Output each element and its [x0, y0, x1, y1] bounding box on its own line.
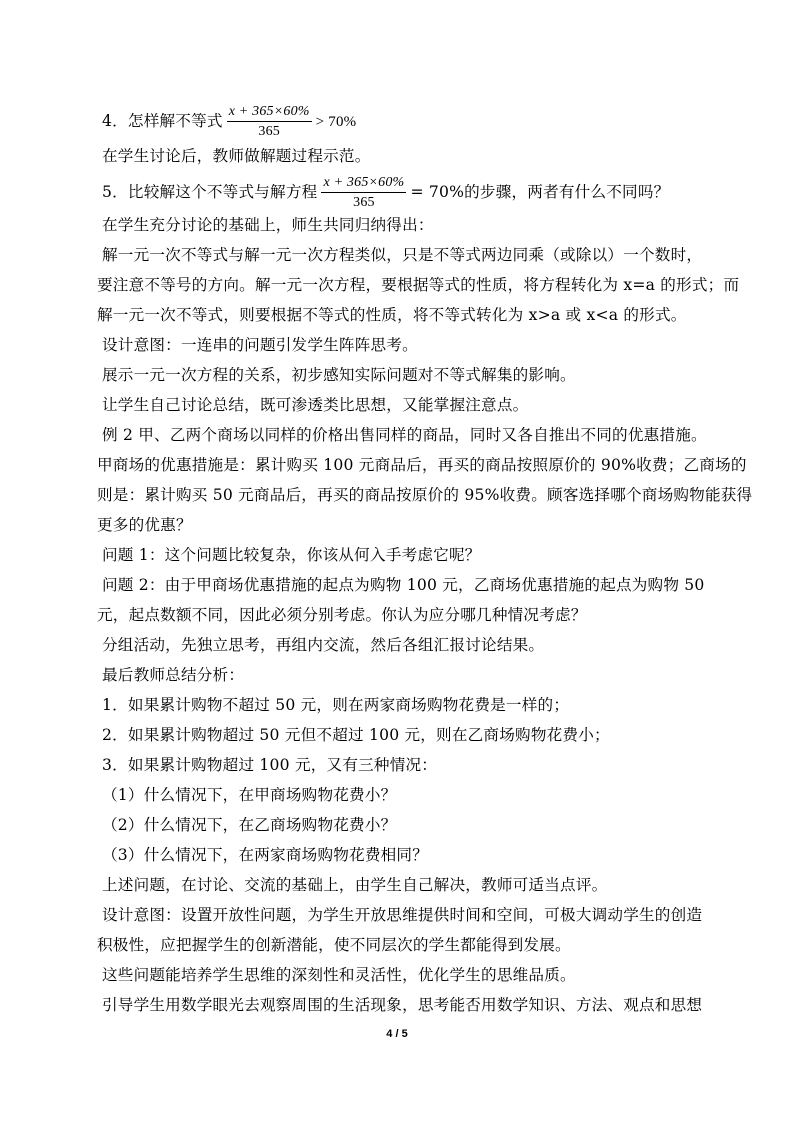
question-5-tail: = 70%的步骤，两者有什么不同吗？ [410, 183, 670, 201]
list-item: 1．如果累计购物不超过 50 元，则在两家商场购物花费是一样的； [102, 696, 570, 714]
list-item: 2．如果累计购物超过 50 元但不超过 100 元，则在乙商场购物花费小； [102, 726, 610, 744]
paragraph: 解一元一次不等式与解一元一次方程类似，只是不等式两边同乘（或除以）一个数时， [102, 246, 703, 264]
question-2: 问题 2：由于甲商场优惠措施的起点为购物 100 元，乙商场优惠措施的起点为购物 50 [102, 576, 705, 594]
paragraph: 则是：累计购买 50 元商品后，再买的商品按原价的 95%收费。顾客选择哪个商场购物能获得 [97, 486, 753, 504]
question-5 [102, 175, 669, 211]
question-4-text: 4．怎样解不等式 [102, 112, 223, 130]
example-2: 例 2 甲、乙两个商场以同样的价格出售同样的商品，同时又各自推出不同的优惠措施。 [102, 426, 707, 444]
paragraph: 在学生讨论后，教师做解题过程示范。 [102, 147, 371, 165]
paragraph: 让学生自己讨论总结，既可渗透类比思想，又能掌握注意点。 [102, 396, 529, 414]
sub-list-item: （2）什么情况下，在乙商场购物花费小？ [102, 816, 397, 834]
inequality-fraction [227, 104, 312, 140]
paragraph: 引导学生用数学眼光去观察周围的生活现象，思考能否用数学知识、方法、观点和思想 [102, 996, 703, 1014]
paragraph: 元，起点数额不同，因此必须分别考虑。你认为应分哪几种情况考虑？ [97, 606, 587, 624]
sub-list-item: （1）什么情况下，在甲商场购物花费小？ [102, 786, 397, 804]
fraction-numerator: x + 365×60% [321, 175, 406, 193]
fraction-numerator: x + 365×60% [227, 104, 312, 122]
paragraph: 最后教师总结分析： [102, 666, 245, 684]
paragraph: 积极性，应把握学生的创新潜能，使不同层次的学生都能得到发展。 [97, 936, 571, 954]
question-4 [102, 104, 356, 140]
paragraph: 要注意不等号的方向。解一元一次方程，要根据等式的性质，将方程转化为 x=a 的形式；而 [97, 276, 740, 294]
question-5-text: 5．比较解这个不等式与解方程 [102, 183, 318, 201]
paragraph: 解一元一次不等式，则要根据不等式的性质，将不等式转化为 x>a 或 x<a 的形式。 [97, 306, 687, 324]
equation-fraction [321, 175, 406, 211]
paragraph: 这些问题能培养学生思维的深刻性和灵活性，优化学生的思维品质。 [102, 966, 576, 984]
design-intent: 设计意图：设置开放性问题，为学生开放思维提供时间和空间，可极大调动学生的创造 [102, 906, 703, 924]
paragraph: 展示一元一次方程的关系，初步感知实际问题对不等式解集的影响。 [102, 366, 576, 384]
inequality-rhs: > 70% [315, 114, 357, 130]
list-item: 3．如果累计购物超过 100 元，又有三种情况： [102, 756, 438, 774]
page-number: 4 / 5 [386, 1028, 408, 1040]
paragraph: 甲商场的优惠措施是：累计购买 100 元商品后，再买的商品按照原价的 90%收费；乙商场的 [97, 456, 747, 474]
paragraph: 更多的优惠？ [97, 516, 192, 534]
design-intent: 设计意图：一连串的问题引发学生阵阵思考。 [102, 336, 418, 354]
paragraph: 在学生充分讨论的基础上，师生共同归纳得出： [102, 216, 434, 234]
sub-list-item: （3）什么情况下，在两家商场购物花费相同？ [102, 846, 428, 864]
paragraph: 上述问题，在讨论、交流的基础上，由学生自己解决，教师可适当点评。 [102, 876, 608, 894]
fraction-denominator: 365 [353, 195, 375, 210]
question-1: 问题 1：这个问题比较复杂，你该从何入手考虑它呢？ [102, 546, 481, 564]
paragraph: 分组活动，先独立思考，再组内交流，然后各组汇报讨论结果。 [102, 636, 545, 654]
fraction-denominator: 365 [258, 124, 280, 139]
